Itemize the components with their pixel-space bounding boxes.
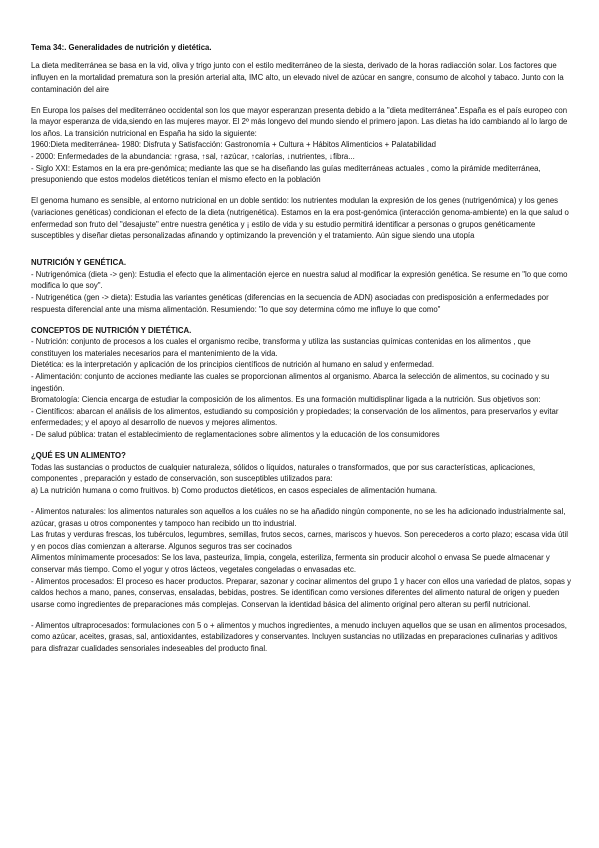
europe-paragraph: En Europa los países del mediterráneo occidental son los que mayor esperanzan presenta debido a la "dieta mediterránea".España es el país europeo con la mayor esperanza de vida,siendo en las mujeres mayor. El 2º más longevo del mundo siendo el primero japon. Las dietas ha ido cambiando al lo largo de los años. La transición nutricional en España ha sido la siguiente: — [31, 105, 568, 138]
transition-2000: - 2000: Enfermedades de la abundancia: ↑grasa, ↑sal, ↑azúcar, ↑calorías, ↓nutrientes, ↓fibra... — [31, 152, 355, 162]
document-page — [31, 34, 572, 655]
section-heading-nutricion-genetica: NUTRICIÓN Y GENÉTICA. — [31, 258, 127, 268]
alimentos-procesados-item: - Alimentos procesados: El proceso es hacer productos. Preparar, sazonar y cocinar alimentos del grupo 1 y hacer con ellos una variedad de platos, sopas y caldos hechos a mano, panes, conservas, ensaladas, bebidas, postres. Se identifican como versiones diferentes del alimento natural de origen y pueden usarse como ingredientes de preparaciones más complejas. Conservan la identidad básica del alimento original pero alteran su perfil nutricional. — [31, 576, 572, 609]
section-heading-alimento: ¿QUÉ ES UN ALIMENTO? — [31, 451, 126, 461]
frutas-verduras-item: Las frutas y verduras frescas, los tubérculos, legumbres, semillas, frutos secos, carnes, mariscos y huevos. Son perecederos a corto plazo; escasa vida útil y en pocos días comienzan a alterarse. Algunos seguros tras ser cocinados — [31, 530, 568, 551]
genome-paragraph: El genoma humano es sensible, al entorno nutricional en un doble sentido: los nutrientes modulan la expresión de los genes (nutrigenómica) y los genes (variaciones genéticas) condicionan el efecto de la dieta (nutrigenética). Estamos en la era post-genómica (interacción genoma-ambiente) en la que salud o enfermedad son fruto del "desajuste" entre nuestra genética y ¡ estilo de vida y su estudio permitirá identificar a personas o grupos genéticamente susceptibles y diseñar dietas personalizadas afinando y optimizando la prevención y el tratamiento. Aún sigue siendo una utopía — [31, 196, 569, 241]
alimentacion-item: - Alimentación: conjunto de acciones mediante las cuales se proporcionan alimentos al organismo. Abarca la selección de alimentos, su cocinado y su ingestión. — [31, 372, 550, 393]
minimamente-procesados-item: Alimentos mínimamente procesados: Se los lava, pasteuriza, limpia, congela, esteriliza, fermenta sin producir alcohol o envasa Se puede almacenar y conservar más tiempo. Como el yogur y otros lácteos, vegetales congeladas o envasadas etc. — [31, 553, 550, 574]
dietetica-item: Dietética: es la interpretación y aplicación de los principios científicos de nutrición al humano en salud y enfermedad. — [31, 360, 435, 370]
alimento-definition: Todas las sustancias o productos de cualquier naturaleza, sólidos o líquidos, naturales o transformados, que por sus características, aplicaciones, componentes , preparación y estado de conservación, son susceptibles utilizados para: — [31, 462, 536, 484]
nutrigenetica-item: - Nutrigenética (gen -> dieta): Estudia las variantes genéticas (diferencias en la secuencia de ADN) asociadas con predisposición a enfermedades por respuesta diferencial ante una misma alimentación. Resumiendo: "lo que soy determina cómo me influye lo que como" — [31, 292, 549, 314]
ultraprocesados-item: - Alimentos ultraprocesados: formulaciones con 5 o + alimentos y muchos ingredientes, a menudo incluyen aquellos que se usan en alimentos procesados, como azúcar, aceites, grasas, sal, antioxidantes, estabilizadores y conservantes. Incluyen sustancias no utilizadas en preparaciones culinarias y aditivos para disfrazar cualidades sensoriales indeseables del producto final. — [31, 620, 567, 654]
transition-siglo-xxi: - Siglo XXI: Estamos en la era pre-genómica; mediante las que se ha diseñando las guías mediterráneas actuales , como la pirámide mediterránea, presuponiendo que estos modelos dietéticos tenían el mismo efecto en la población — [31, 163, 541, 185]
transition-1960: 1960:Dieta mediterránea- 1980: Disfruta y Satisfacción: Gastronomía + Cultura + Hábitos Alimenticios + Palatabilidad — [31, 140, 437, 150]
bromatologia-item: Bromatología: Ciencia encarga de estudiar la composición de los alimentos. Es una formación multidisplinar ligada a la nutrición. Sus objetivos son: — [31, 395, 541, 405]
salud-publica-item: - De salud pública: tratan el establecimiento de reglamentaciones sobre alimentos y la educación de los consumidores — [31, 430, 440, 440]
intro-paragraph: La dieta mediterránea se basa en la vid, oliva y trigo junto con el estilo mediterráneo de la siesta, derivado de la horas radiacción solar. Los factores que influyen en la mortalidad prematura son la presión arterial alta, IMC alto, un elevado nivel de azúcar en sangre, consumo de alcohol y tabaco. Junto con la contaminación del aire — [31, 61, 564, 94]
section-heading-conceptos: CONCEPTOS DE NUTRICIÓN Y DIETÉTICA. — [31, 325, 192, 335]
nutricion-item: - Nutrición: conjunto de procesos a los cuales el organismo recibe, transforma y utiliza las sustancias químicas contenidas en los alimentos , que constituyen los materiales necesarios para el mantenimiento de la vida. — [31, 337, 531, 358]
nutrigenomica-item: - Nutrigenómica (dieta -> gen): Estudia el efecto que la alimentación ejerce en nuestra salud al modificar la expresión genética. Se resume en "lo que como modifica lo que soy". — [31, 269, 568, 291]
alimentos-naturales-item: - Alimentos naturales: los alimentos naturales son aquellos a los cuáles no se ha añadido ningún componente, no se les ha adicionado industrialmente sal, azúcar, grasas u otros componentes y tampoco han recibido un tto industrial. — [31, 506, 566, 528]
cientificos-item: - Científicos: abarcan el análisis de los alimentos, estudiando su composición y propiedades; la conservación de los alimentos, para preservarlos y evitar enfermedades; y el apoyo al desarrollo de nuevos y mejores alimentos. — [31, 406, 559, 428]
alimento-uses: a) La nutrición humana o como fruitivos. b) Como productos dietéticos, en casos especiales de alimentación humana. — [31, 485, 438, 495]
document-title: Tema 34:. Generalidades de nutrición y dietética. — [31, 42, 212, 52]
